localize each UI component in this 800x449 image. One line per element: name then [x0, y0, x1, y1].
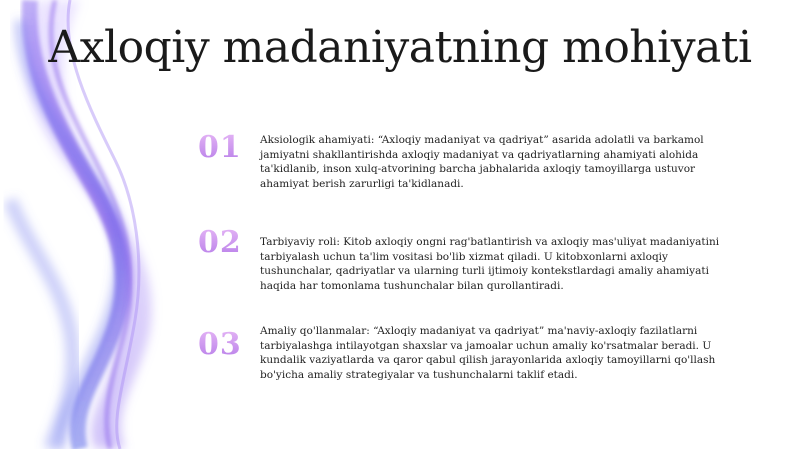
item-text-01: Aksiologik ahamiyati: “Axloqiy madaniyat va qadriyat” asarida adolatli va barkamol jamiyatni shakllantirishda axloqiy madaniyat va qadriyatlarning ahamiyati alohida ta'kidlanib, inson xulq-atvorining barcha jabhalarida axloqiy tamoyillarga ustuvor ahamiyat berish zarurligi ta'kidlanadi. [260, 134, 704, 190]
item-text-02: Tarbiyaviy roli: Kitob axloqiy ongni rag'batlantirish va axloqiy mas'uliyat madaniyatini tarbiyalash uchun ta'lim vositasi bo'lib xizmat qiladi. U kitobxonlarni axloqiy tushunchalar, qadriyatlar va ularning turli ijtimoiy kontekstlardagi amaliy ahamiyati haqida har tomonlama tushunchalar bilan qurollantiradi. [260, 236, 720, 292]
slide-title: Axloqiy madaniyatning mohiyati [48, 22, 752, 73]
item-number-03: 03 [198, 327, 258, 362]
item-text-03: Amaliy qo'llanmalar: “Axloqiy madaniyat va qadriyat” ma'naviy-axloqiy fazilatlarni tarbiyalashga intilayotgan shaxslar va jamoalar uchun amaliy ko'rsatmalar beradi. U kundalik vaziyatlarda va qaror qabul qilish jarayonlarida axloqiy tamoyillarni qo'llash bo'yicha amaliy strategiyalar va tushunchalarni taklif etadi. [260, 325, 716, 381]
item-number-02: 02 [198, 225, 258, 260]
item-number-01: 01 [198, 130, 258, 165]
